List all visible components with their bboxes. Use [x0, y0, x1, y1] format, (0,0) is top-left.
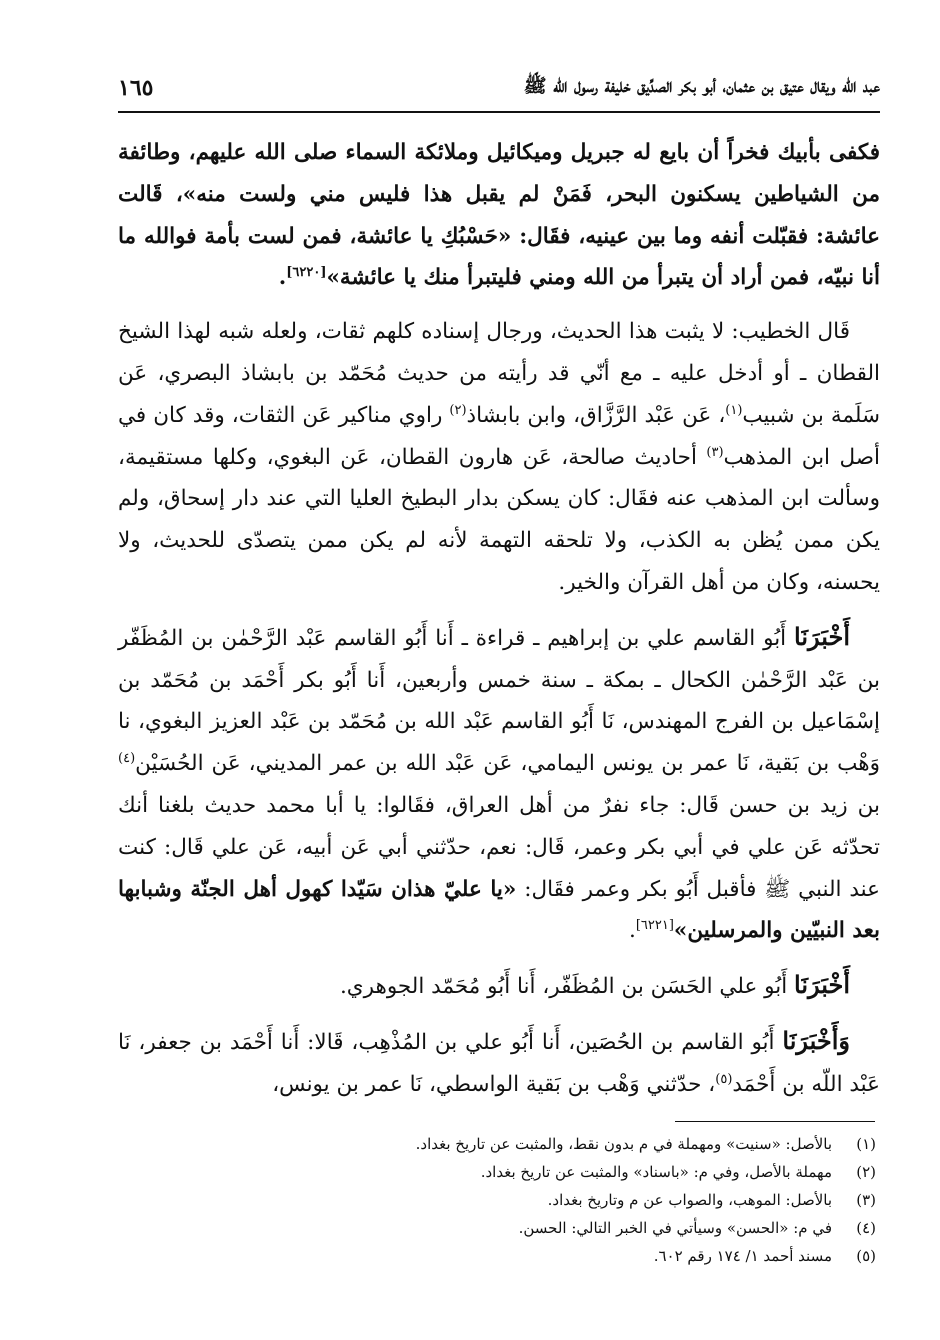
- p2-text-b: ، عَن عَبْد الرَّزَّاق، وابن بابشاذ: [466, 402, 726, 428]
- p5-lead: وَأَخْبَرَنَا: [782, 1025, 850, 1055]
- p1-hadith-number: [٦٢٢٠]: [286, 265, 327, 281]
- p2-text-d: أحاديث صالحة، عَن هارون القطان، عَن البغوي، وكلها مستقيمة، وسألت ابن المذهب عنه فقَال: كان يسكن بدار البطيخ العليا التي عند دار إسحاق، ولم يكن ممن يُظن به الكذب، ولا تلحقه التهمة لأنه لم يكن ممن يتصدّى للحديث، ولا يحسنه، وكان من أهل القرآن والخير.: [118, 444, 880, 595]
- footnote-number: (٣): [856, 1191, 876, 1209]
- footnote-ref-5: (٥): [715, 1071, 733, 1087]
- paragraph-1: [118, 132, 880, 299]
- footnote-number: (٥): [856, 1247, 876, 1265]
- p2-text-a: قَال الخطيب: لا يثبت هذا الحديث، ورجال إسناده كلهم ثقات، ولعله شبه لهذا الشيخ القطان ـ أو أدخل عليه ـ مع أنّي قد رأيته من حديث مُحَمّد بن بابشاذ البصري، عَن سَلَمة بن شبيب: [118, 319, 880, 428]
- footnote-rule: [675, 1121, 875, 1122]
- footnote-number: (٢): [856, 1163, 876, 1181]
- page-header: [118, 68, 880, 108]
- footnote-text: بالأصل: الموهب، والصواب عن م وتاريخ بغداد.: [547, 1191, 832, 1209]
- footnote-ref-1: (١): [725, 402, 743, 418]
- header-rule: [118, 111, 880, 113]
- footnote-3: [150, 1186, 876, 1214]
- p3-lead: أَخْبَرَنَا: [794, 621, 850, 651]
- footnote-ref-4: (٤): [118, 751, 136, 766]
- footnote-4: [150, 1214, 876, 1242]
- paragraph-2: [118, 311, 880, 604]
- p4-text: أَبُو علي الحَسَن بن المُظَفّر، أَنا أَبُو مُحَمّد الجوهري.: [339, 974, 795, 1000]
- p3-end: .: [628, 918, 636, 944]
- p5-text-b: ، حدّثني وَهْب بن بَقية الواسطي، نَا عمر بن يونس،: [272, 1071, 716, 1097]
- page-number: ١٦٥: [118, 75, 154, 101]
- footnote-number: (٤): [856, 1219, 876, 1237]
- footnote-1: [150, 1130, 876, 1158]
- paragraph-3: [118, 616, 880, 952]
- p4-lead: أَخْبَرَنَا: [794, 970, 850, 1000]
- footnote-ref-3: (٣): [706, 444, 724, 460]
- footnotes: [150, 1130, 876, 1270]
- footnote-number: (١): [856, 1135, 876, 1153]
- p3-text-b: بن زيد بن حسن قَال: جاء نفرٌ من أهل العراق، فقَالوا: يا أبا محمد حديث بلغنا أنك تحدّثه عَن علي في أبي بكر وعمر، قَال: نعم، حدّثني أبي عَن أبيه، عَن علي قَال: كنت عند النبي ﷺ فأقبل أَبُو بكر وعمر فقَال:: [118, 792, 880, 902]
- paragraph-5: [118, 1020, 880, 1106]
- footnote-5: [150, 1242, 876, 1270]
- paragraph-4: [118, 964, 880, 1008]
- p3-text-a: أَبُو القاسم علي بن إبراهيم ـ قراءة ـ أَنا أَبُو القاسم عَبْد الرَّحْمٰن بن المُظَفّر بن عَبْد الرَّحْمٰن الكحال ـ بمكة ـ سنة خمس وأربعين، أَنا أَبُو بكر أَحْمَد بن مُحَمّد بن إسْمَاعيل بن الفرج المهندس، نَا أَبُو القاسم عَبْد الله بن مُحَمّد بن عَبْد العزيز البغوي، نا وَهْب بن بَقية، نَا عمر بن يونس اليمامي، عَن عَبْد الله بن عمر المديني، عَن الحُسَيْن: [118, 625, 880, 777]
- p2-text-c: راوي مناكير عَن الثقات، وقد كان في أصل ابن المذهب: [118, 402, 880, 470]
- main-text: [118, 132, 880, 1118]
- footnote-ref-2: (٢): [449, 402, 467, 418]
- running-title: عبد الله ويقال عتيق بن عثمان، أبو بكر الصدِّيق خليفة رسول الله ﷺ: [523, 75, 880, 97]
- p1-end: .: [278, 265, 287, 291]
- footnote-text: بالأصل: «سنيت» ومهملة في م بدون نقط، والمثبت عن تاريخ بغداد.: [415, 1135, 832, 1153]
- footnote-text: مسند أحمد ١/ ١٧٤ رقم ٦٠٢.: [653, 1247, 832, 1265]
- p3-hadith-number: [٦٢٢١]: [635, 918, 674, 934]
- footnote-text: في م: «الحسن» وسيأتي في الخبر التالي: الحسن.: [518, 1219, 832, 1237]
- p1-text: فكفى بأبيك فخراً أن بايع له جبريل وميكائيل وملائكة السماء صلى الله عليهم، وطائفة من الشياطين يسكنون البحر، فَمَنْ لم يقبل هذا فليس مني ولست منه»، قَالت عائشة: فقبّلت أنفه وما بين عينيه، فقَال: «حَسْبُكِ يا عائشة، فمن لست بأمة فوالله ما أنا نبيّه، فمن أراد أن يتبرأ من الله ومني فليتبرأ منك يا عائشة»: [118, 140, 880, 291]
- p3-hadith: «يا عليّ هذان سَيّدا كهول أهل الجنّة وشبابها بعد النبيّين والمرسلين»: [118, 876, 880, 944]
- footnote-2: [150, 1158, 876, 1186]
- footnote-text: مهملة بالأصل، وفي م: «باسناد» والمثبت عن تاريخ بغداد.: [480, 1163, 832, 1181]
- p5-text-a: أَبُو القاسم بن الحُصَين، أَنا أَبُو علي بن المُذْهِب، قَالا: أَنا أَحْمَد بن جعفر، نَا عَبْد اللّه بن أَحْمَد: [118, 1029, 880, 1097]
